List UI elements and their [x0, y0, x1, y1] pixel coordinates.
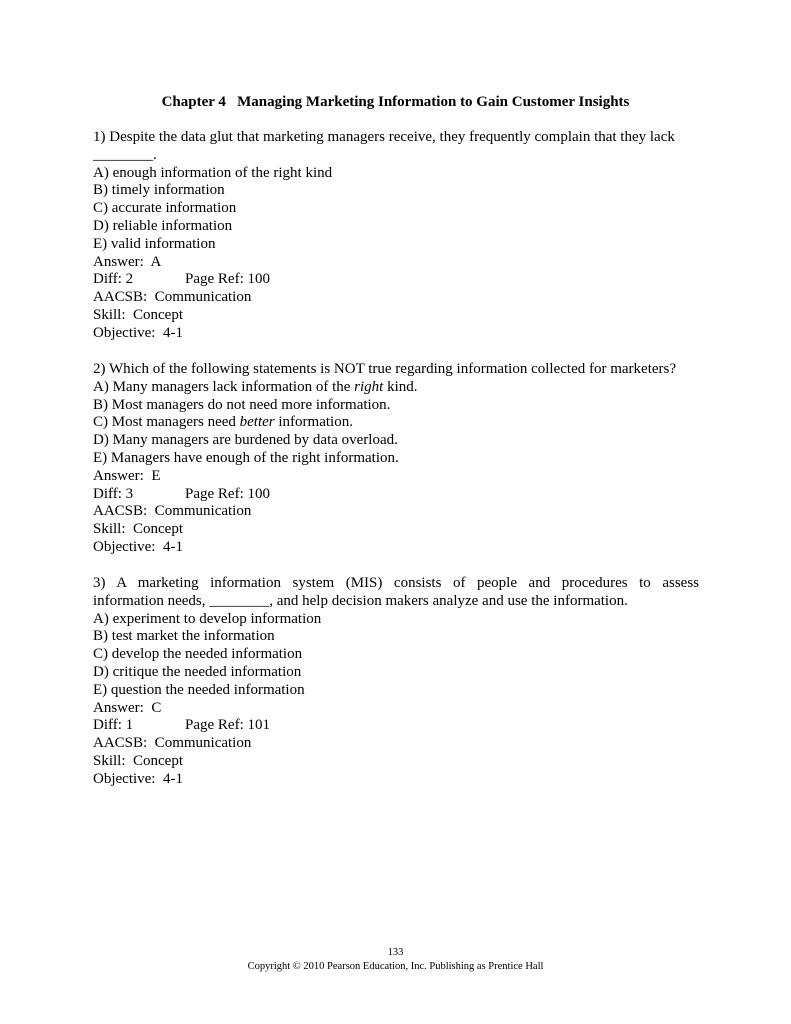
answer-option: D) critique the needed information — [93, 663, 302, 680]
question-stem-line: ________. — [93, 146, 157, 163]
difficulty: Diff: 2 — [93, 271, 134, 288]
answer-option — [93, 414, 699, 432]
option-emphasis: better — [239, 414, 275, 431]
objective-tag: Objective: 4-1 — [93, 324, 183, 341]
page-footer — [0, 946, 791, 974]
question-stem-line: 1) Despite the data glut that marketing managers receive, they frequently complain that they lack — [93, 129, 675, 145]
answer-option: C) develop the needed information — [93, 646, 303, 663]
chapter-title: Chapter 4 Managing Marketing Information to Gain Customer Insights — [161, 94, 630, 110]
answer-option: A) enough information of the right kind — [93, 164, 333, 181]
option-text: C) Most managers need — [93, 414, 240, 431]
answer-option: E) valid information — [93, 235, 216, 252]
option-emphasis: right — [354, 378, 384, 395]
objective-tag: Objective: 4-1 — [93, 770, 183, 787]
page-number: 133 — [387, 947, 404, 958]
difficulty-row — [93, 717, 699, 735]
aacsb-tag: AACSB: Communication — [93, 289, 252, 306]
answer-option: E) Managers have enough of the right information. — [93, 449, 399, 466]
answer-option: E) question the needed information — [93, 681, 305, 698]
option-text: A) Many managers lack information of the — [93, 378, 355, 395]
copyright-notice: Copyright © 2010 Pearson Education, Inc. Publishing as Prentice Hall — [247, 961, 544, 972]
question-stem-line: 2) Which of the following statements is NOT true regarding information collected for marketers? — [93, 361, 677, 377]
answer-option: C) accurate information — [93, 200, 237, 217]
difficulty: Diff: 3 — [93, 485, 134, 502]
page-reference: Page Ref: 100 — [185, 271, 270, 288]
skill-tag: Skill: Concept — [93, 521, 183, 538]
aacsb-tag: AACSB: Communication — [93, 503, 252, 520]
question-stem-line: 3) A marketing information system (MIS) consists of people and procedures to assess — [93, 575, 699, 591]
page-reference: Page Ref: 101 — [185, 717, 270, 734]
question-3 — [93, 575, 699, 789]
option-text: kind. — [383, 378, 418, 395]
skill-tag: Skill: Concept — [93, 752, 183, 769]
answer-option: B) Most managers do not need more information. — [93, 396, 391, 413]
objective-tag: Objective: 4-1 — [93, 538, 183, 555]
answer-option: B) test market the information — [93, 628, 275, 645]
answer-option: D) Many managers are burdened by data overload. — [93, 432, 398, 449]
answer-option: A) experiment to develop information — [93, 610, 322, 627]
answer-option: B) timely information — [93, 182, 225, 199]
difficulty-row — [93, 271, 699, 289]
aacsb-tag: AACSB: Communication — [93, 735, 252, 752]
question-stem-line: information needs, ________, and help decision makers analyze and use the information. — [93, 592, 628, 609]
question-1 — [93, 129, 699, 343]
option-text: information. — [274, 414, 353, 431]
difficulty: Diff: 1 — [93, 717, 134, 734]
answer-key: Answer: E — [93, 467, 161, 484]
answer-key: Answer: C — [93, 699, 162, 716]
answer-option — [93, 379, 699, 397]
answer-option: D) reliable information — [93, 217, 233, 234]
difficulty-row — [93, 486, 699, 504]
question-2 — [93, 361, 699, 557]
skill-tag: Skill: Concept — [93, 306, 183, 323]
page-reference: Page Ref: 100 — [185, 485, 270, 502]
answer-key: Answer: A — [93, 253, 162, 270]
